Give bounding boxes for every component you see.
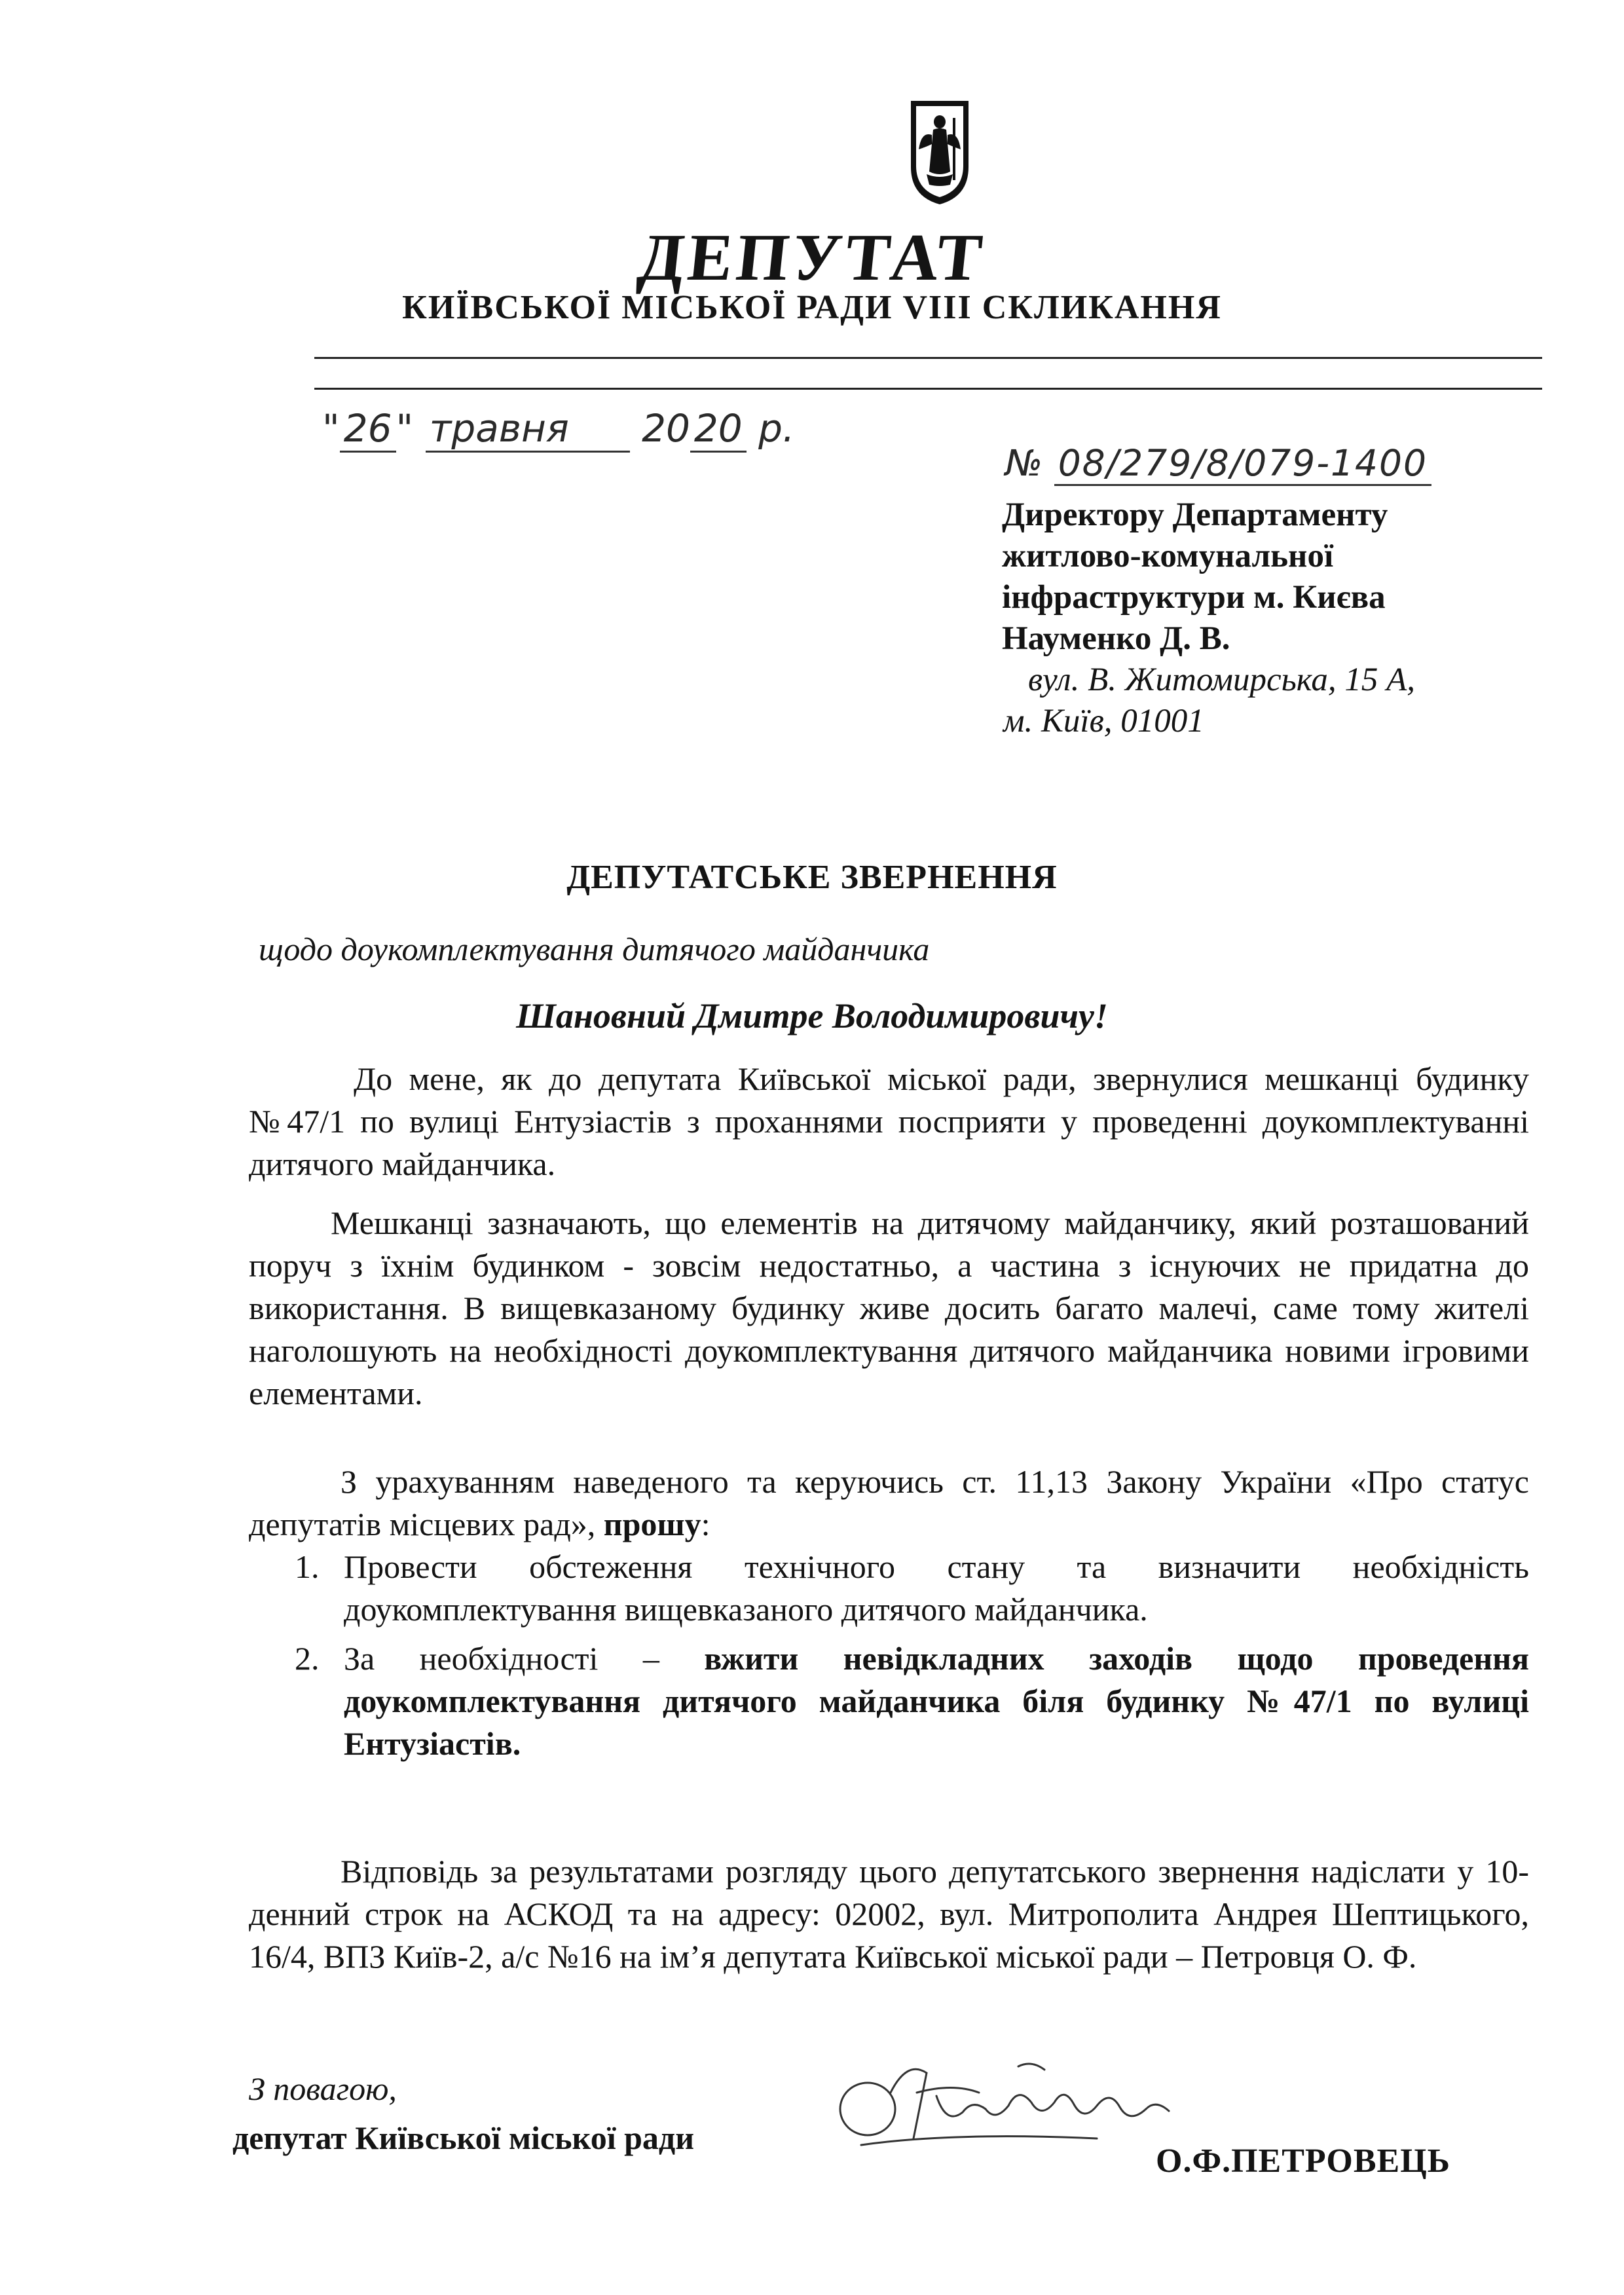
body-paragraph-2: Мешканці зазначають, що елементів на дитячому майданчику, який розташований поруч з їхнім будинком - зовсім недостатньо, а частина з існуючих не придатна до використання. В вищевказаному будинку живе досить багато малечі, саме тому жителі наголошують на необхідності доукомплектування дитячого майданчика новими ігровими елементами. <box>249 1204 1529 1411</box>
kyiv-coat-of-arms-icon <box>907 98 972 206</box>
document-subject: щодо доукомплектування дитячого майданчика <box>259 931 930 967</box>
addressee-line-3: інфраструктури м. Києва <box>1002 579 1386 616</box>
addressee-city: м. Київ, 01001 <box>1003 703 1204 739</box>
body-paragraph-3 <box>249 1461 1529 1546</box>
document-date <box>322 406 794 453</box>
registration-number <box>1005 442 1431 486</box>
date-year-prefix: 20 <box>642 406 690 451</box>
date-year-suffix: 20 <box>690 406 747 453</box>
document-title: ДЕПУТАТСЬКЕ ЗВЕРНЕННЯ <box>566 859 1058 896</box>
registration-prefix: № <box>1005 442 1043 484</box>
request-colon: : <box>701 1506 710 1542</box>
registration-value: 08/279/8/079-1400 <box>1054 442 1431 486</box>
request-keyword: прошу <box>603 1506 701 1542</box>
list-item-number: 2. <box>295 1640 320 1677</box>
request-intro: З урахуванням наведеного та керуючись ст. 11,13 Закону України «Про статус депутатів місцевих рад», <box>249 1463 1529 1542</box>
date-year-mark: р. <box>758 406 795 451</box>
body-paragraph-1: До мене, як до депутата Київської міської ради, звернулися мешканці будинку №47/1 по вулиці Ентузіастів з проханнями посприяти у проведенні доукомплектуванні дитячого майданчика. <box>249 1060 1529 1182</box>
list-item-number: 1. <box>295 1548 320 1585</box>
addressee-block <box>1002 494 1415 742</box>
list-item-text: Провести обстеження технічного стану та визначити необхідність доукомплектування вищевказаного дитячого майданчика. <box>344 1548 1529 1628</box>
date-open-quote: " <box>322 406 340 451</box>
closing-regards: З повагою, <box>249 2070 397 2107</box>
header-title: ДЕПУТАТ <box>635 221 989 295</box>
date-day: 26 <box>340 406 396 453</box>
header-divider-top <box>314 357 1542 359</box>
addressee-line-2: житлово-комунальної <box>1002 538 1334 574</box>
addressee-street: вул. В. Житомирська, 15 А, <box>1028 662 1416 698</box>
closing-position: депутат Київської міської ради <box>232 2119 695 2156</box>
list-item-emphasis: вжити невідкладних заходів щодо проведення доукомплектування дитячого майданчика біля будинку №47/1 по вулиці Ентузіастів. <box>344 1640 1529 1762</box>
header-subtitle: КИЇВСЬКОЇ МІСЬКОЇ РАДИ VIII СКЛИКАННЯ <box>402 289 1222 326</box>
date-close-quote: " <box>396 406 414 451</box>
addressee-name: Науменко Д. В. <box>1002 620 1230 657</box>
body-paragraph-4: Відповідь за результатами розгляду цього депутатського звернення надіслати у 10-денний строк на АСКОД та на адресу: 02002, вул. Митрополита Андрея Шептицького, 16/4, ВПЗ Київ-2, а/с №16 на ім’я депутата Київської міської ради – Петровця О. Ф. <box>249 1853 1529 1975</box>
request-list-item-1 <box>295 1546 1529 1631</box>
header-divider-bottom <box>314 388 1542 390</box>
handwritten-signature <box>822 2047 1175 2152</box>
addressee-line-1: Директору Департаменту <box>1002 496 1388 533</box>
signer-name: О.Ф.ПЕТРОВЕЦЬ <box>1156 2142 1451 2180</box>
greeting: Шановний Дмитре Володимировичу! <box>516 996 1108 1036</box>
date-month: травня <box>426 406 630 453</box>
list-item-text: За необхідності – <box>344 1640 705 1677</box>
request-list-item-2 <box>295 1637 1529 1765</box>
